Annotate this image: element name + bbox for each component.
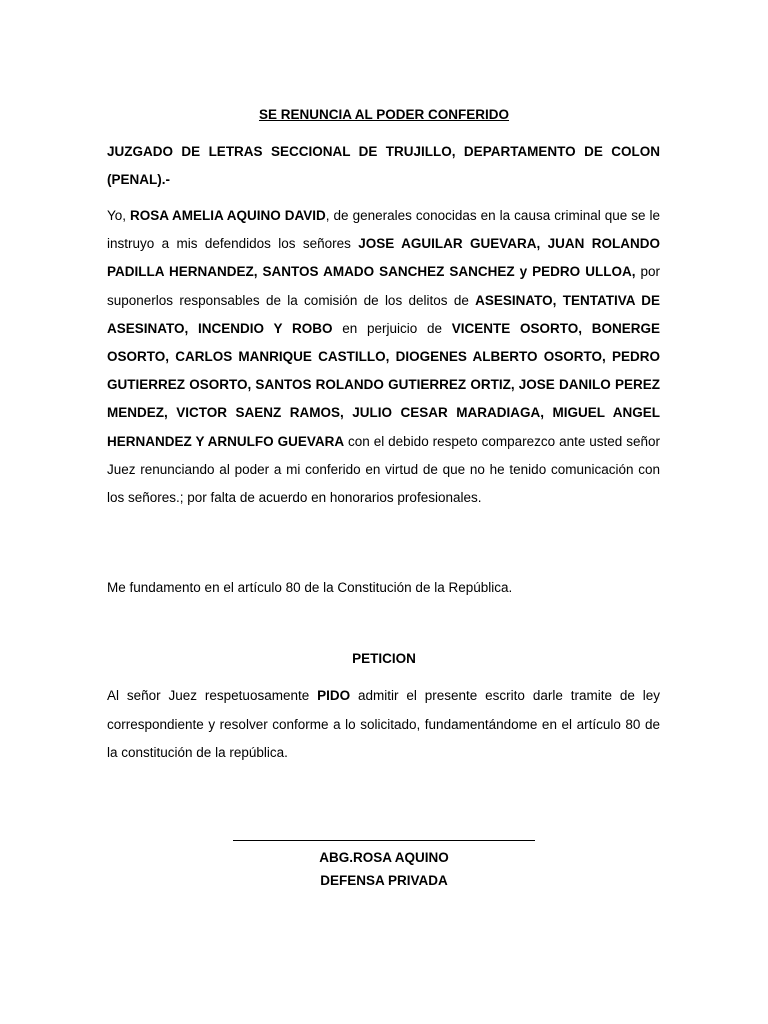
author-name: ROSA AMELIA AQUINO DAVID: [130, 208, 326, 223]
peticion-paragraph: [107, 682, 660, 768]
body-text-4: en perjuicio de: [332, 320, 452, 336]
body-text-5: con el debido respeto comparezco ante usted señor Juez renunciando al poder a mi conferido en virtud de que no he tenido comunicación con los señores.; por falta de acuerdo en honorarios profesionales.: [107, 433, 661, 506]
court-heading: JUZGADO DE LETRAS SECCIONAL DE TRUJILLO, DEPARTAMENTO DE COLON (PENAL).-: [107, 144, 660, 187]
body-text-3: por suponerlos responsables de la comisión de los delitos de: [107, 264, 660, 308]
victims-list: VICENTE OSORTO, BONERGE OSORTO, CARLOS MANRIQUE CASTILLO, DIOGENES ALBERTO OSORTO, PEDRO GUTIERREZ OSORTO, SANTOS ROLANDO GUTIERREZ ORTIZ, JOSE DANILO PEREZ MENDEZ, VICTOR SAENZ RAMOS, JULIO CESAR MARADIAGA, MIGUEL ANGEL HERNANDEZ Y ARNULFO GUEVARA: [107, 320, 660, 449]
signature-line: [233, 840, 535, 841]
fundamento-paragraph: Me fundamento en el artículo 80 de la Constitución de la República.: [107, 580, 513, 595]
peticion-text-1: Al señor Juez respetuosamente: [107, 688, 318, 703]
body-paragraph: [107, 202, 660, 512]
body-text-2: , de generales conocidas en la causa criminal que se le instruyo a mis defendidos los señores: [107, 208, 661, 252]
body-text-1: Yo,: [107, 208, 131, 223]
peticion-text-2: admitir el presente escrito darle tramite de ley correspondiente y resolver conforme a lo solicitado, fundamentándome en el artículo 80 de la constitución de la república.: [107, 688, 660, 760]
document-title: SE RENUNCIA AL PODER CONFERIDO: [258, 107, 510, 122]
peticion-title: PETICION: [352, 651, 416, 666]
pido-keyword: PIDO: [317, 688, 351, 703]
signature-name: ABG.ROSA AQUINO: [319, 850, 449, 865]
crimes-list: ASESINATO, TENTATIVA DE ASESINATO, INCENDIO Y ROBO: [107, 292, 660, 336]
signature-role: DEFENSA PRIVADA: [320, 873, 448, 888]
defendants-list: JOSE AGUILAR GUEVARA, JUAN ROLANDO PADILLA HERNANDEZ, SANTOS AMADO SANCHEZ SANCHEZ y PEDRO ULLOA,: [107, 236, 660, 280]
